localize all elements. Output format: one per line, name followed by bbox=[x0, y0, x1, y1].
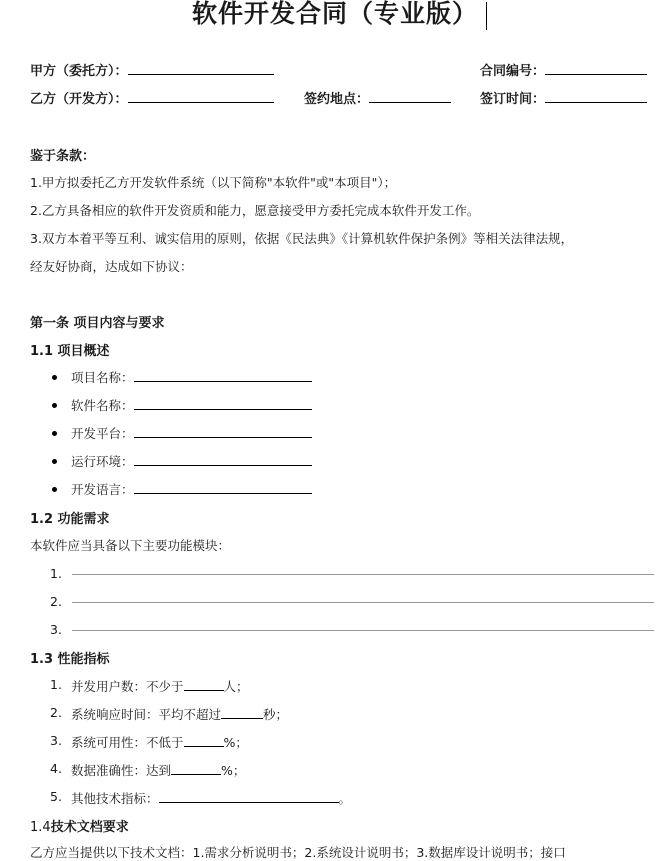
perf-unit: %； bbox=[223, 735, 248, 750]
text-cursor bbox=[486, 2, 487, 30]
perf-blank[interactable] bbox=[171, 762, 221, 775]
document-title: 软件开发合同（专业版） bbox=[191, 0, 478, 28]
perf-item bbox=[71, 761, 245, 779]
section-1-3-heading: 1.3 性能指标 bbox=[30, 652, 110, 667]
overview-blank[interactable] bbox=[134, 481, 312, 494]
sign-place-label: 签约地点： bbox=[304, 92, 370, 107]
section-1-4-heading bbox=[30, 816, 129, 835]
sign-place-field bbox=[304, 88, 451, 107]
bullet-icon bbox=[52, 431, 57, 436]
function-blank-line[interactable] bbox=[72, 602, 654, 603]
overview-blank[interactable] bbox=[134, 369, 312, 382]
recital-2: 2.乙方具备相应的软件开发资质和能力，愿意接受甲方委托完成本软件开发工作。 bbox=[30, 203, 480, 218]
perf-item bbox=[71, 705, 288, 723]
overview-label: 软件名称： bbox=[71, 398, 134, 413]
overview-label: 开发语言： bbox=[71, 482, 134, 497]
section-1-4-number: 1.4 bbox=[30, 820, 51, 835]
sign-time-label: 签订时间： bbox=[480, 92, 546, 107]
perf-unit: 秒； bbox=[263, 707, 289, 722]
perf-number: 1. bbox=[50, 677, 62, 692]
docs-line: 乙方应当提供以下技术文档：1.需求分析说明书；2.系统设计说明书；3.数据库设计说明书；接口 bbox=[30, 845, 566, 860]
recital-3-line2: 经友好协商，达成如下协议： bbox=[30, 259, 193, 274]
perf-item bbox=[71, 733, 248, 751]
perf-number: 2. bbox=[50, 705, 62, 720]
section-1-1-heading: 1.1 项目概述 bbox=[30, 344, 110, 359]
contract-no-blank[interactable] bbox=[545, 62, 647, 75]
overview-item bbox=[71, 424, 312, 442]
function-number: 2. bbox=[50, 594, 62, 609]
perf-label: 系统可用性：不低于 bbox=[71, 735, 184, 750]
overview-blank[interactable] bbox=[134, 397, 312, 410]
overview-label: 项目名称： bbox=[71, 370, 134, 385]
bullet-icon bbox=[52, 487, 57, 492]
contract-no-label: 合同编号： bbox=[480, 64, 546, 79]
overview-item bbox=[71, 368, 312, 386]
party-b-label: 乙方（开发方）： bbox=[30, 92, 128, 107]
party-a-blank[interactable] bbox=[128, 62, 274, 75]
overview-label: 开发平台： bbox=[71, 426, 134, 441]
function-number: 1. bbox=[50, 566, 62, 581]
bullet-icon bbox=[52, 403, 57, 408]
perf-blank[interactable] bbox=[184, 734, 224, 747]
perf-unit: %； bbox=[221, 763, 246, 778]
overview-item bbox=[71, 452, 312, 470]
article-1-heading: 第一条 项目内容与要求 bbox=[30, 316, 165, 331]
function-intro: 本软件应当具备以下主要功能模块： bbox=[30, 538, 231, 553]
section-1-2-heading: 1.2 功能需求 bbox=[30, 512, 110, 527]
overview-item bbox=[71, 480, 312, 498]
perf-label: 并发用户数：不少于 bbox=[71, 679, 184, 694]
bullet-icon bbox=[52, 375, 57, 380]
perf-item bbox=[71, 789, 351, 807]
party-a-label: 甲方（委托方）： bbox=[30, 64, 128, 79]
recitals-heading: 鉴于条款： bbox=[30, 149, 96, 164]
contract-no-field bbox=[480, 60, 647, 79]
perf-label: 系统响应时间：平均不超过 bbox=[71, 707, 222, 722]
function-blank-line[interactable] bbox=[72, 574, 654, 575]
perf-blank[interactable] bbox=[159, 790, 339, 803]
overview-blank[interactable] bbox=[134, 425, 312, 438]
perf-number: 3. bbox=[50, 733, 62, 748]
recital-1: 1.甲方拟委托乙方开发软件系统（以下简称"本软件"或"本项目"）； bbox=[30, 175, 397, 190]
perf-blank[interactable] bbox=[221, 706, 263, 719]
perf-blank[interactable] bbox=[184, 678, 224, 691]
overview-blank[interactable] bbox=[134, 453, 312, 466]
perf-unit: 人； bbox=[223, 679, 249, 694]
function-number: 3. bbox=[50, 622, 62, 637]
party-b-blank[interactable] bbox=[128, 90, 274, 103]
perf-item bbox=[71, 677, 249, 695]
sign-place-blank[interactable] bbox=[369, 90, 451, 103]
sign-time-field bbox=[480, 88, 647, 107]
party-b-field bbox=[30, 88, 274, 107]
perf-label: 其他技术指标： bbox=[71, 791, 159, 806]
recital-3-line1: 3.双方本着平等互利、诚实信用的原则，依据《民法典》《计算机软件保护条例》等相关法律法规， bbox=[30, 231, 574, 246]
perf-unit: 。 bbox=[338, 791, 352, 806]
overview-label: 运行环境： bbox=[71, 454, 134, 469]
perf-number: 4. bbox=[50, 761, 62, 776]
overview-item bbox=[71, 396, 312, 414]
sign-time-blank[interactable] bbox=[545, 90, 647, 103]
perf-number: 5. bbox=[50, 789, 62, 804]
function-blank-line[interactable] bbox=[72, 630, 654, 631]
bullet-icon bbox=[52, 459, 57, 464]
perf-label: 数据准确性：达到 bbox=[71, 763, 172, 778]
section-1-4-title: 技术文档要求 bbox=[50, 820, 129, 835]
party-a-field bbox=[30, 60, 274, 79]
